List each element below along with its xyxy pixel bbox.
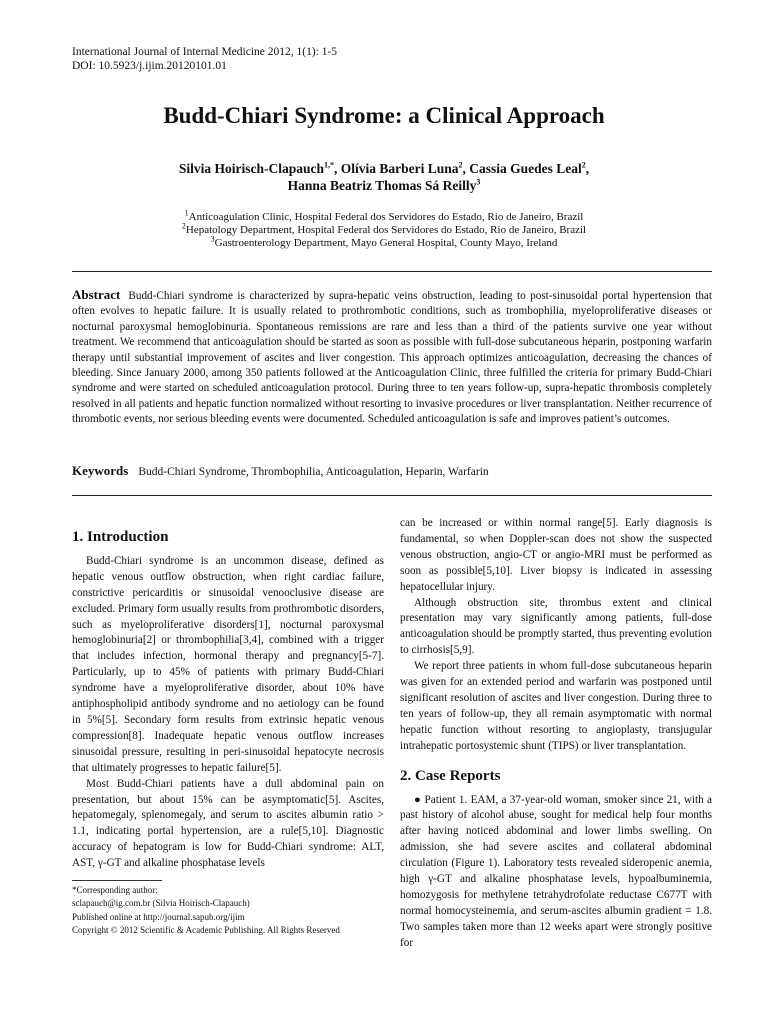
keywords (72, 463, 712, 479)
intro-paragraph-2: Most Budd-Chiari patients have a dull abdominal pain on presentation, but about 15% can be asymptomatic[5]. Ascites, hepatomegaly, splenomegaly, and serum to ascites albumin ratio > 1.1, indicating portal hypertension, are a rule[5,10]. Diagnostic accuracy of hepatogram is low for Budd-Chiari syndrome: ALT, AST, γ-GT and alkaline phosphatase levels (72, 777, 384, 870)
intro-paragraph-5: We report three patients in whom full-dose subcutaneous heparin was given for an extended period and warfarin was postponed until significant resolution of ascites and liver congestion. During three to ten years of follow-up, they all remain asymptomatic with normal hepatic function without resorting to angioplasty, transjugular intrahepatic portosystemic shunt (TIPS) or liver transplantation. (400, 660, 712, 752)
doi: DOI: 10.5923/j.ijim.20120101.01 (72, 60, 227, 72)
author-1-sup: 1,* (324, 160, 334, 170)
author-4: Hanna Beatriz Thomas Sá Reilly (287, 178, 477, 193)
right-column (400, 516, 712, 952)
affiliation-3 (0, 234, 768, 250)
affiliation-3-text: Gastroenterology Department, Mayo General Hospital, County Mayo, Ireland (214, 237, 558, 249)
affiliations (0, 208, 768, 250)
affiliation-1 (0, 208, 768, 224)
footnote-email: sclapauch@ig.com.br (Silvia Hoirisch-Clapauch) (72, 898, 250, 909)
affiliation-2-sup: 2 (181, 221, 186, 231)
author-3-sup: 2 (581, 160, 586, 170)
paper-title: Budd-Chiari Syndrome: a Clinical Approach (163, 103, 605, 128)
affiliation-1-sup: 1 (184, 208, 189, 218)
affiliation-1-text: Anticoagulation Clinic, Hospital Federal dos Servidores do Estado, Rio de Janeiro, Brazil (188, 211, 584, 223)
journal-citation: International Journal of Internal Medicine 2012, 1(1): 1-5 (72, 46, 338, 58)
intro-paragraph-4: Although obstruction site, thrombus extent and clinical presentation may vary significantly among patients, full-dose anticoagulation should be promptly started, thus preventing evolution to cirrhosis[5,9]. (400, 596, 712, 657)
keywords-text: Budd-Chiari Syndrome, Thrombophilia, Anticoagulation, Heparin, Warfarin (138, 466, 489, 478)
case-paragraph-1: ● Patient 1. EAM, a 37-year-old woman, smoker since 21, with a past history of alcohol abuse, sought for medical help four months after having noticed abdominal and lower limbs swelling. On admission, she had severe ascites and collateral abdominal circulation (Figure 1). Laboratory tests revealed sideropenic anemia, high γ-GT and alkaline phosphatase levels, hypoalbuminemia, homozygosis for methylene tetrahydrofolate reductase C677T with normal homocysteinemia, and serum-ascites albumin gradient = 1.8. Two samples taken more than 12 weeks apart were strongly positive for (400, 793, 712, 949)
abstract-label: Abstract (72, 287, 121, 302)
abstract (72, 287, 712, 428)
top-divider (72, 271, 712, 272)
author-4-sup: 3 (476, 177, 481, 187)
section-heading-introduction: 1. Introduction (72, 529, 169, 545)
journal-header (72, 45, 337, 73)
affiliation-3-sup: 3 (210, 234, 215, 244)
footnote-published: Published online at http://journal.sapub.org/ijim (72, 911, 245, 922)
author-3: , Cassia Guedes Leal (462, 161, 582, 176)
intro-paragraph-1: Budd-Chiari syndrome is an uncommon disease, defined as hepatic venous outflow obstruction, when right cardiac failure, constrictive pericarditis or sinusoidal venooclusive disease are excluded. Primary form usually results from prothrombotic disorders, such as myeloproliferative disorders[1], nocturnal paroxysmal hemoglobinuria[2] or thrombophilia[3,4], combined with a trigger that includes infection, hormonal therapy and pregnancy[5-7]. Particularly, up to 45% of patients with primary Budd-Chiari syndrome have a myeloproliferative disorder, about 10% have antiphospholipid antibody syndrome and no aetiology can be found in 5%[5]. Secondary form results from extrinsic hepatic venous compression[8]. Inadequate hepatic venous outflow increases sinusoidal pressure, resulting in peri-sinusoidal hepatocyte necrosis that ultimately progresses to hepatic failure[5]. (72, 554, 384, 774)
footnote (72, 880, 384, 937)
footnote-corresponding: *Corresponding author: (72, 885, 158, 895)
affiliation-2-text: Hepatology Department, Hospital Federal dos Servidores do Estado, Rio de Janeiro, Brazil (185, 224, 587, 236)
keywords-label: Keywords (72, 463, 129, 478)
intro-paragraph-3: can be increased or within normal range[5]. Early diagnosis is fundamental, so when Doppler-scan does not show the suspected venous obstruction, angio-CT or angio-MRI must be performed as soon as possible[5,10]. Liver biopsy is indicated in assessing hepatocellular injury. (400, 517, 712, 593)
affiliation-2 (0, 221, 768, 237)
author-2-sup: 2 (458, 160, 463, 170)
author-2: , Olívia Barberi Luna (334, 161, 459, 176)
left-column (72, 516, 384, 872)
bottom-divider (72, 495, 712, 496)
abstract-text: Budd-Chiari syndrome is characterized by supra-hepatic veins obstruction, leading to post-sinusoidal portal hypertension that often evolves to hepatic failure. It is usually related to prothrombotic conditions, such as trombophilia, myeloproliferative diseases or nocturnal paroxysmal hemoglobinuria. Spontaneous remissions are rare and less than a third of the patients survive one year without treatment. We recommend that anticoagulation should be started as soon as possible with full-dose subcutaneous heparin, postponing warfarin therapy until substantial improvement of ascites and liver congestion. This approach optimizes anticoagulation, decreasing the chances of bleeding. Since January 2000, among 350 patients followed at the Anticoagulation Clinic, three fulfilled the criteria for primary Budd-Chiari syndrome and were started on scheduled anticoagulation protocol. During three to ten years follow-up, supra-hepatic thrombosis completely resolved in all patients and hepatic function normalized without resorting to invasive procedures or liver transplantation. Neither recurrence of thrombotic events, nor serious bleeding events were documented. Scheduled anticoagulation is safe and improves patient’s outcomes. (72, 290, 712, 426)
author-1: Silvia Hoirisch-Clapauch (178, 161, 324, 176)
author-3-comma: , (585, 161, 590, 176)
footnote-rule (72, 880, 162, 881)
author-list (0, 160, 768, 194)
section-heading-case-reports: 2. Case Reports (400, 767, 501, 784)
footnote-copyright: Copyright © 2012 Scientific & Academic Publishing. All Rights Reserved (72, 924, 340, 935)
